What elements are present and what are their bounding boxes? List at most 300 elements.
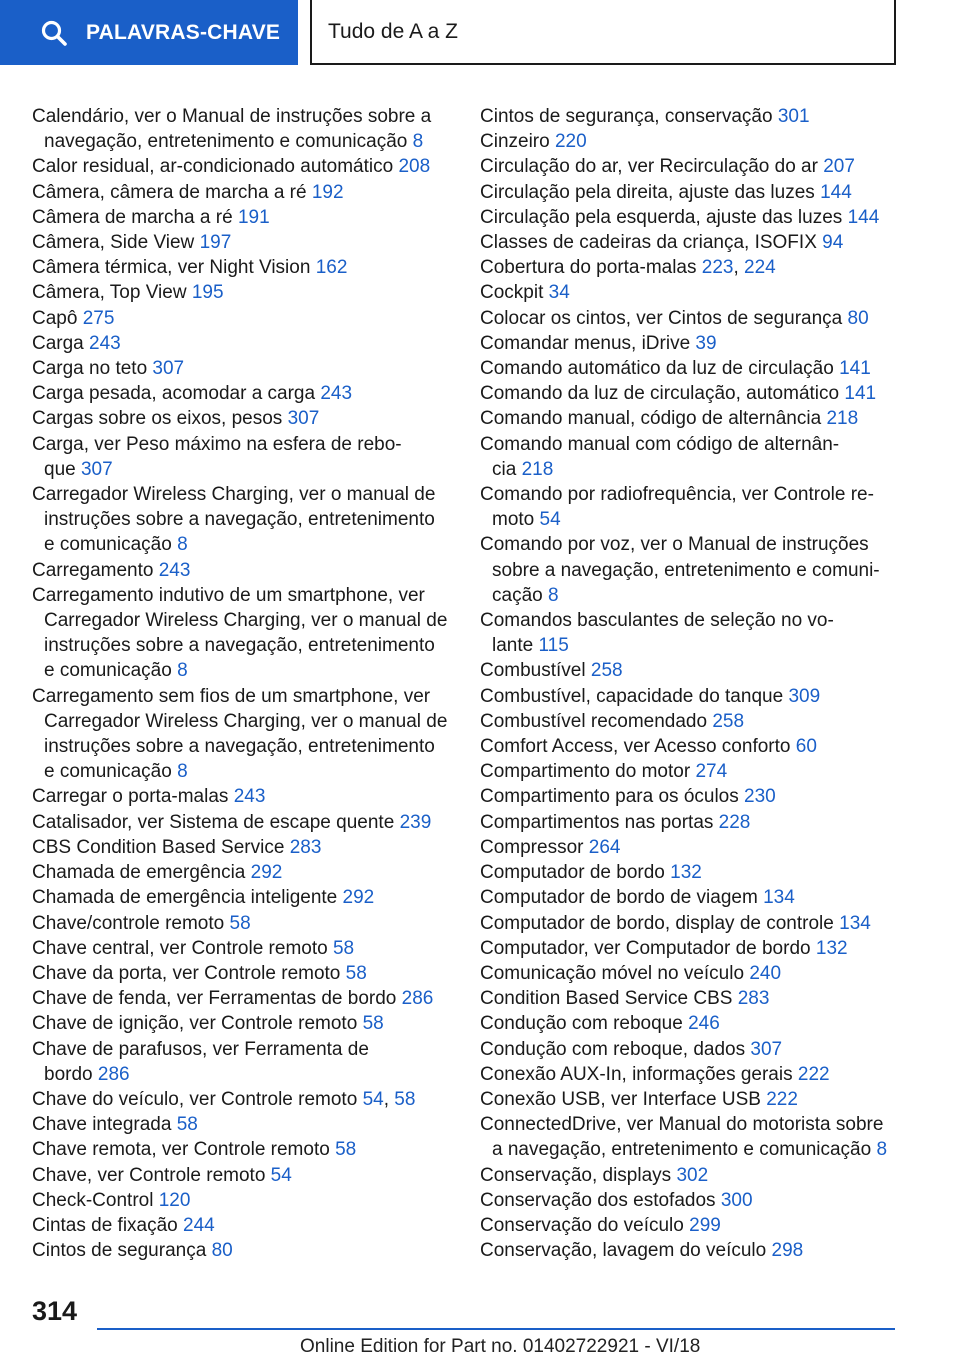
page-reference-link[interactable]: 192 bbox=[311, 181, 344, 203]
search-icon bbox=[40, 19, 68, 47]
index-entry-text: Cintas de fixação bbox=[32, 1214, 178, 1236]
index-entry-line bbox=[32, 406, 452, 431]
index-entry-line bbox=[480, 1163, 900, 1188]
tab-a-to-z-label: Tudo de A a Z bbox=[328, 19, 458, 43]
page-reference-link[interactable]: 115 bbox=[538, 635, 569, 657]
index-entry bbox=[480, 154, 900, 179]
index-entry-text: Comando por radiofrequência, ver Controle re- bbox=[480, 484, 874, 506]
page-reference-link[interactable]: 80 bbox=[211, 1240, 233, 1262]
page-reference-link[interactable]: 60 bbox=[795, 736, 817, 758]
index-entry-text: Condução com reboque, dados bbox=[480, 1038, 746, 1060]
page-reference-link[interactable]: 243 bbox=[89, 332, 121, 354]
index-entry-line bbox=[32, 860, 452, 885]
index-entry bbox=[480, 835, 900, 860]
page-reference-link[interactable]: 8 bbox=[177, 534, 188, 556]
index-entry bbox=[480, 1188, 900, 1213]
index-entry-line bbox=[480, 104, 900, 129]
index-entry bbox=[480, 986, 900, 1011]
index-entry-text: Chave do veículo, ver Controle remoto bbox=[32, 1088, 358, 1110]
page-reference-link[interactable]: 220 bbox=[554, 131, 587, 153]
index-entry-line bbox=[32, 1062, 452, 1087]
index-entry-line bbox=[32, 331, 452, 356]
index-entry-line bbox=[32, 911, 452, 936]
index-entry-text: CBS Condition Based Service bbox=[32, 836, 285, 858]
index-entry-line bbox=[32, 936, 452, 961]
index-entry-line bbox=[32, 280, 452, 305]
index-entry-line bbox=[480, 381, 900, 406]
page-reference-link[interactable]: 301 bbox=[777, 106, 810, 127]
index-entry-text: Combustível recomendado bbox=[480, 710, 708, 732]
index-entry-line bbox=[32, 104, 452, 129]
tab-a-to-z[interactable] bbox=[310, 0, 896, 65]
index-entry-line bbox=[480, 608, 900, 633]
index-entry bbox=[32, 986, 452, 1011]
page-number: 314 bbox=[32, 1296, 78, 1326]
index-entry-text: Chave remota, ver Controle remoto bbox=[32, 1139, 330, 1161]
index-entry-text: Combustível bbox=[480, 660, 586, 682]
index-entry bbox=[32, 230, 452, 255]
page-reference-link[interactable]: 222 bbox=[797, 1063, 830, 1085]
index-entry-line bbox=[480, 558, 900, 583]
index-entry-line bbox=[480, 684, 900, 709]
index-entry-line bbox=[32, 205, 452, 230]
page-reference-link[interactable]: 141 bbox=[844, 383, 877, 405]
page-reference-link[interactable]: 8 bbox=[412, 131, 424, 153]
page-reference-link[interactable]: 162 bbox=[315, 257, 348, 279]
index-entry bbox=[480, 1238, 900, 1263]
page-reference-link[interactable]: 54 bbox=[270, 1164, 292, 1186]
page-reference-link[interactable]: 283 bbox=[289, 836, 322, 858]
index-entry-text: Computador, ver Computador de bordo bbox=[480, 937, 811, 959]
index-entry bbox=[32, 1037, 452, 1087]
index-entry-text: Condução com reboque bbox=[480, 1013, 683, 1035]
index-entry-text: Cobertura do porta-malas bbox=[480, 257, 697, 279]
index-entry-line bbox=[480, 1112, 900, 1137]
index-entry bbox=[480, 129, 900, 154]
index-entry bbox=[32, 205, 452, 230]
index-entry-line bbox=[480, 759, 900, 784]
index-entry-line: Chave do veículo, ver Controle remoto 54, 58 bbox=[32, 1088, 416, 1110]
index-entry-line bbox=[32, 1238, 452, 1263]
index-entry-text: Comandar menus, iDrive bbox=[480, 332, 691, 354]
page-reference-link[interactable]: 274 bbox=[695, 761, 728, 783]
tab-keywords-label: PALAVRAS-CHAVE bbox=[86, 20, 281, 44]
page-reference-link[interactable]: 8 bbox=[547, 584, 559, 606]
index-entry-line bbox=[480, 835, 900, 860]
page-reference-link[interactable]: 34 bbox=[548, 282, 570, 304]
index-entry-text: Chave, ver Controle remoto bbox=[32, 1164, 266, 1186]
index-entry-line bbox=[480, 1087, 900, 1112]
page-reference-link[interactable]: 239 bbox=[399, 811, 432, 833]
index-entry-line bbox=[480, 180, 900, 205]
index-entry-text: Conservação dos estofados bbox=[480, 1189, 716, 1211]
index-entry bbox=[32, 1163, 452, 1188]
index-entry-text: Compressor bbox=[480, 836, 584, 858]
index-entry-line bbox=[32, 835, 452, 860]
index-entry-text: cia bbox=[492, 458, 517, 480]
page-reference-link[interactable]: 307 bbox=[80, 458, 113, 480]
index-entry-text: Comando automático da luz de circulação bbox=[480, 358, 834, 380]
index-entry-text: Calendário, ver o Manual de instruções sobre a bbox=[32, 106, 432, 127]
page-reference-link[interactable]: 58 bbox=[176, 1114, 198, 1136]
index-entry-text: Carga bbox=[32, 332, 84, 354]
index-entry-text: Cintos de segurança bbox=[32, 1240, 207, 1262]
index-entry-text: instruções sobre a navegação, entretenimento bbox=[44, 736, 435, 758]
index-entry bbox=[480, 406, 900, 431]
page-reference-link[interactable]: 228 bbox=[718, 811, 751, 833]
index-entry-text: Computador de bordo bbox=[480, 862, 665, 884]
index-entry-line bbox=[32, 457, 452, 482]
page-reference-link[interactable]: 195 bbox=[191, 282, 224, 304]
index-entry bbox=[32, 1087, 452, 1112]
page-reference-link[interactable]: 54 bbox=[539, 509, 561, 531]
index-entry-line bbox=[32, 1112, 452, 1137]
index-entry-line bbox=[480, 860, 900, 885]
page-reference-link[interactable]: 224 bbox=[744, 257, 776, 279]
index-entry-text: e comunicação bbox=[44, 761, 172, 783]
page-reference-link[interactable]: 132 bbox=[670, 862, 702, 884]
page-reference-link[interactable]: 58 bbox=[335, 1139, 357, 1161]
page-reference-link[interactable]: 222 bbox=[766, 1088, 798, 1110]
index-entry-text: Chave de fenda, ver Ferramentas de bordo bbox=[32, 988, 397, 1010]
index-entry-line bbox=[480, 911, 900, 936]
page-reference-link[interactable]: 243 bbox=[233, 786, 266, 808]
index-entry-line bbox=[32, 532, 452, 557]
index-entry bbox=[32, 104, 452, 154]
index-entry-line bbox=[480, 784, 900, 809]
footer-edition-text: Online Edition for Part no. 01402722921 - VI/18 bbox=[300, 1336, 701, 1357]
page-reference-link[interactable]: 298 bbox=[771, 1240, 804, 1262]
index-entry bbox=[32, 558, 452, 583]
index-entry-line bbox=[32, 1213, 452, 1238]
index-entry-text: Cintos de segurança, conservação bbox=[480, 106, 773, 127]
index-entry-text: Carregamento indutivo de um smartphone, ver bbox=[32, 584, 425, 606]
index-entry-text: instruções sobre a navegação, entretenimento bbox=[44, 635, 435, 657]
page-reference-link[interactable]: 240 bbox=[749, 962, 782, 984]
index-entry-line bbox=[32, 1163, 452, 1188]
index-entry bbox=[480, 961, 900, 986]
index-entry bbox=[480, 784, 900, 809]
index-entry-line bbox=[480, 709, 900, 734]
index-entry-line bbox=[480, 331, 900, 356]
index-entry-text: Comando por voz, ver o Manual de instruções bbox=[480, 534, 869, 556]
index-entry bbox=[32, 432, 452, 482]
index-entry bbox=[32, 482, 452, 558]
page-reference-link[interactable]: 132 bbox=[815, 937, 848, 959]
page-reference-link[interactable]: 243 bbox=[158, 559, 191, 581]
page-reference-link[interactable]: 292 bbox=[250, 862, 283, 884]
index-entry-text: Combustível, capacidade do tanque bbox=[480, 685, 784, 707]
index-entry-text: Check-Control bbox=[32, 1189, 154, 1211]
index-entry-text: Circulação pela direita, ajuste das luzes bbox=[480, 181, 815, 203]
index-entry-line bbox=[32, 1188, 452, 1213]
page-reference-link[interactable]: 258 bbox=[590, 660, 623, 682]
page-reference-link[interactable]: 246 bbox=[688, 1013, 720, 1035]
index-entry-line bbox=[480, 1011, 900, 1036]
index-entry-line bbox=[32, 255, 452, 280]
index-entry-line bbox=[480, 885, 900, 910]
page-reference-link[interactable]: 309 bbox=[788, 685, 821, 707]
index-entry-line: Cobertura do porta-malas 223, 224 bbox=[480, 257, 776, 279]
index-entry-line bbox=[32, 633, 452, 658]
index-entry-text: bordo bbox=[44, 1063, 93, 1085]
index-entry-line bbox=[480, 306, 900, 331]
index-entry bbox=[480, 104, 900, 129]
index-entry-line bbox=[32, 482, 452, 507]
index-entry bbox=[32, 154, 452, 179]
index-entry-text: Conexão AUX-In, informações gerais bbox=[480, 1063, 793, 1085]
index-column-right bbox=[480, 104, 900, 1263]
index-entry-line bbox=[32, 759, 452, 784]
page-reference-link[interactable]: 58 bbox=[394, 1088, 416, 1110]
index-entry bbox=[32, 406, 452, 431]
index-entry-line bbox=[32, 684, 452, 709]
index-entry bbox=[480, 658, 900, 683]
index-entry-line bbox=[480, 658, 900, 683]
index-entry-line bbox=[480, 1137, 900, 1162]
index-entry bbox=[480, 230, 900, 255]
index-entry bbox=[480, 860, 900, 885]
index-entry-text: e comunicação bbox=[44, 534, 172, 556]
index-entry-text: Comando manual, código de alternância bbox=[480, 408, 822, 430]
page-reference-link[interactable]: 134 bbox=[763, 887, 795, 909]
index-entry-line bbox=[32, 230, 452, 255]
index-entry-text: Carga, ver Peso máximo na esfera de rebo- bbox=[32, 433, 402, 455]
index-entry-text: Chave da porta, ver Controle remoto bbox=[32, 962, 341, 984]
index-entry-line bbox=[32, 1037, 452, 1062]
page-reference-link[interactable]: 94 bbox=[822, 232, 844, 254]
index-entry-text: Carregamento bbox=[32, 559, 154, 581]
page-reference-link[interactable]: 207 bbox=[823, 156, 855, 178]
index-entry-text: lante bbox=[492, 635, 534, 657]
index-entry bbox=[32, 280, 452, 305]
index-entry-text: Circulação pela esquerda, ajuste das luzes bbox=[480, 206, 843, 228]
index-entry-text: Compartimentos nas portas bbox=[480, 811, 714, 833]
page-reference-link[interactable]: 144 bbox=[820, 181, 852, 203]
index-entry-text: Circulação do ar, ver Recirculação do ar bbox=[480, 156, 818, 178]
index-entry-text: Compartimento do motor bbox=[480, 761, 691, 783]
index-entry-text: Carga pesada, acomodar a carga bbox=[32, 383, 316, 405]
index-entry bbox=[32, 255, 452, 280]
page-reference-link[interactable]: 144 bbox=[847, 206, 880, 228]
index-entry-text: ConnectedDrive, ver Manual do motorista sobre bbox=[480, 1114, 884, 1136]
index-entry-text: Chave central, ver Controle remoto bbox=[32, 937, 328, 959]
index-entry-line bbox=[32, 356, 452, 381]
index-entry bbox=[32, 1213, 452, 1238]
index-entry-text: Carga no teto bbox=[32, 358, 148, 380]
page-reference-link[interactable]: 307 bbox=[152, 358, 185, 380]
page-reference-link[interactable]: 302 bbox=[676, 1164, 709, 1186]
index-entry-text: Carregamento sem fios de um smartphone, ver bbox=[32, 685, 431, 707]
page-reference-link[interactable]: 299 bbox=[689, 1214, 721, 1236]
index-entry-text: Câmera, Side View bbox=[32, 232, 195, 254]
page-reference-link[interactable]: 264 bbox=[588, 836, 621, 858]
index-entry-line bbox=[32, 507, 452, 532]
page-reference-link[interactable]: 58 bbox=[229, 912, 251, 934]
index-entry-line bbox=[480, 1238, 900, 1263]
index-entry bbox=[480, 734, 900, 759]
index-entry-text: Chave/controle remoto bbox=[32, 912, 225, 934]
index-entry bbox=[32, 860, 452, 885]
index-entry-text: Condition Based Service CBS bbox=[480, 988, 733, 1010]
index-entry bbox=[480, 532, 900, 608]
index-entry-line bbox=[32, 154, 452, 179]
page-reference-link[interactable]: 244 bbox=[183, 1214, 215, 1236]
index-entry-line bbox=[32, 583, 452, 608]
index-entry bbox=[32, 885, 452, 910]
page-reference-link[interactable]: 120 bbox=[158, 1189, 191, 1211]
page-reference-link[interactable]: 286 bbox=[97, 1063, 130, 1085]
index-entry-text: e comunicação bbox=[44, 660, 172, 682]
page-reference-link[interactable]: 283 bbox=[737, 988, 770, 1010]
page-reference-link[interactable]: 275 bbox=[82, 307, 115, 329]
index-entry-line bbox=[480, 457, 900, 482]
page-reference-link[interactable]: 307 bbox=[750, 1038, 783, 1060]
index-entry-line bbox=[32, 885, 452, 910]
index-entry-line bbox=[480, 482, 900, 507]
index-entry-line bbox=[32, 734, 452, 759]
index-entry-line bbox=[32, 1137, 452, 1162]
index-entry-text: Chave de parafusos, ver Ferramenta de bbox=[32, 1038, 369, 1060]
index-entry bbox=[480, 1163, 900, 1188]
page-reference-link[interactable]: 80 bbox=[847, 307, 869, 329]
index-entry-text: Comfort Access, ver Acesso conforto bbox=[480, 736, 791, 758]
index-entry-line bbox=[480, 936, 900, 961]
page-reference-link[interactable]: 58 bbox=[332, 937, 355, 959]
index-entry bbox=[32, 331, 452, 356]
index-entry-text: Comando manual com código de alternân- bbox=[480, 433, 840, 455]
index-entry-line bbox=[480, 734, 900, 759]
index-entry bbox=[32, 961, 452, 986]
index-entry-text: Comunicação móvel no veículo bbox=[480, 962, 745, 984]
index-entry bbox=[32, 1112, 452, 1137]
index-entry-text: Computador de bordo de viagem bbox=[480, 887, 758, 909]
index-entry-line bbox=[480, 633, 900, 658]
index-entry-text: Comandos basculantes de seleção no vo- bbox=[480, 610, 834, 632]
page-reference-link[interactable]: 8 bbox=[177, 660, 188, 682]
index-entry-text: Câmera, Top View bbox=[32, 282, 187, 304]
page-reference-link[interactable]: 258 bbox=[712, 710, 745, 732]
page-reference-link[interactable]: 300 bbox=[720, 1189, 753, 1211]
index-entry bbox=[32, 356, 452, 381]
page-reference-link[interactable]: 191 bbox=[237, 206, 270, 228]
index-entry-line bbox=[480, 230, 900, 255]
page-reference-link[interactable]: 286 bbox=[401, 988, 434, 1010]
index-entry-line bbox=[480, 507, 900, 532]
page-reference-link[interactable]: 58 bbox=[362, 1013, 384, 1035]
index-entry-text: Compartimento para os óculos bbox=[480, 786, 739, 808]
index-entry-line bbox=[480, 406, 900, 431]
index-entry bbox=[480, 180, 900, 205]
page-reference-link[interactable]: 307 bbox=[287, 408, 320, 430]
index-entry-line bbox=[480, 986, 900, 1011]
index-entry-line bbox=[32, 306, 452, 331]
index-entry bbox=[480, 911, 900, 936]
index-entry-text: Câmera de marcha a ré bbox=[32, 206, 233, 228]
page-reference-link[interactable]: 218 bbox=[826, 408, 859, 430]
index-entry bbox=[480, 1112, 900, 1162]
page-reference-link[interactable]: 208 bbox=[398, 156, 431, 178]
index-entry-line bbox=[480, 961, 900, 986]
page-reference-link[interactable]: 8 bbox=[876, 1139, 888, 1161]
footer-divider bbox=[97, 1328, 895, 1330]
index-entry-text: Catalisador, ver Sistema de escape quente bbox=[32, 811, 395, 833]
index-entry-text: instruções sobre a navegação, entretenimento bbox=[44, 509, 435, 531]
index-entry bbox=[32, 936, 452, 961]
tab-keywords[interactable] bbox=[0, 0, 298, 65]
index-entry-text: Conservação, lavagem do veículo bbox=[480, 1240, 767, 1262]
index-entry-line bbox=[32, 961, 452, 986]
index-entry-line bbox=[32, 709, 452, 734]
index-entry bbox=[480, 1087, 900, 1112]
index-entry-text: Capô bbox=[32, 307, 78, 329]
page-reference-link[interactable]: 243 bbox=[320, 383, 353, 405]
index-entry-line bbox=[32, 986, 452, 1011]
page-reference-link[interactable]: 223 bbox=[701, 257, 734, 279]
index-entry-text: cação bbox=[492, 584, 543, 606]
index-entry bbox=[480, 709, 900, 734]
index-entry bbox=[480, 482, 900, 532]
index-entry bbox=[480, 331, 900, 356]
index-entry-line bbox=[480, 205, 900, 230]
page-reference-link[interactable]: 54 bbox=[362, 1088, 384, 1110]
index-entry-line bbox=[32, 381, 452, 406]
index-entry-line bbox=[480, 432, 900, 457]
index-entry-line bbox=[480, 356, 900, 381]
index-entry-text: Chave integrada bbox=[32, 1114, 172, 1136]
index-entry bbox=[480, 885, 900, 910]
index-entry-text: Cinzeiro bbox=[480, 131, 550, 153]
index-entry-text: Classes de cadeiras da criança, ISOFIX bbox=[480, 232, 817, 254]
index-entry bbox=[32, 911, 452, 936]
index-entry bbox=[32, 1011, 452, 1036]
index-entry-text: Chamada de emergência bbox=[32, 862, 246, 884]
index-entry-text: Calor residual, ar-condicionado automático bbox=[32, 156, 394, 178]
index-entry-line bbox=[32, 1011, 452, 1036]
index-entry bbox=[480, 205, 900, 230]
index-entry-text: Carregar o porta-malas bbox=[32, 786, 229, 808]
page-reference-link[interactable]: 58 bbox=[345, 962, 367, 984]
index-entry-line bbox=[480, 1062, 900, 1087]
page-reference-link[interactable]: 292 bbox=[342, 887, 375, 909]
index-entry bbox=[32, 180, 452, 205]
index-entry bbox=[32, 784, 452, 809]
index-entry bbox=[480, 432, 900, 482]
page-reference-link[interactable]: 39 bbox=[695, 332, 717, 354]
index-entry-text: Câmera, câmera de marcha a ré bbox=[32, 181, 307, 203]
index-entry bbox=[480, 1213, 900, 1238]
index-entry-text: moto bbox=[492, 509, 535, 531]
index-entry-text: Cargas sobre os eixos, pesos bbox=[32, 408, 283, 430]
page-reference-link[interactable]: 218 bbox=[521, 458, 554, 480]
page-reference-link[interactable]: 197 bbox=[199, 232, 232, 254]
page-reference-link[interactable]: 230 bbox=[744, 786, 776, 808]
index-entry-text: Comando da luz de circulação, automático bbox=[480, 383, 840, 405]
page-reference-link[interactable]: 8 bbox=[177, 761, 188, 783]
index-entry-text: Carregador Wireless Charging, ver o manual de bbox=[44, 610, 448, 632]
index-entry-line bbox=[480, 583, 900, 608]
index-entry bbox=[480, 255, 900, 280]
index-entry bbox=[32, 381, 452, 406]
index-entry bbox=[480, 684, 900, 709]
index-entry-text: Chamada de emergência inteligente bbox=[32, 887, 338, 909]
index-entry bbox=[480, 1062, 900, 1087]
page-reference-link[interactable]: 134 bbox=[839, 912, 871, 934]
index-entry bbox=[480, 608, 900, 658]
index-entry-line bbox=[32, 810, 452, 835]
index-entry-line bbox=[32, 658, 452, 683]
page-reference-link[interactable]: 141 bbox=[839, 358, 871, 380]
